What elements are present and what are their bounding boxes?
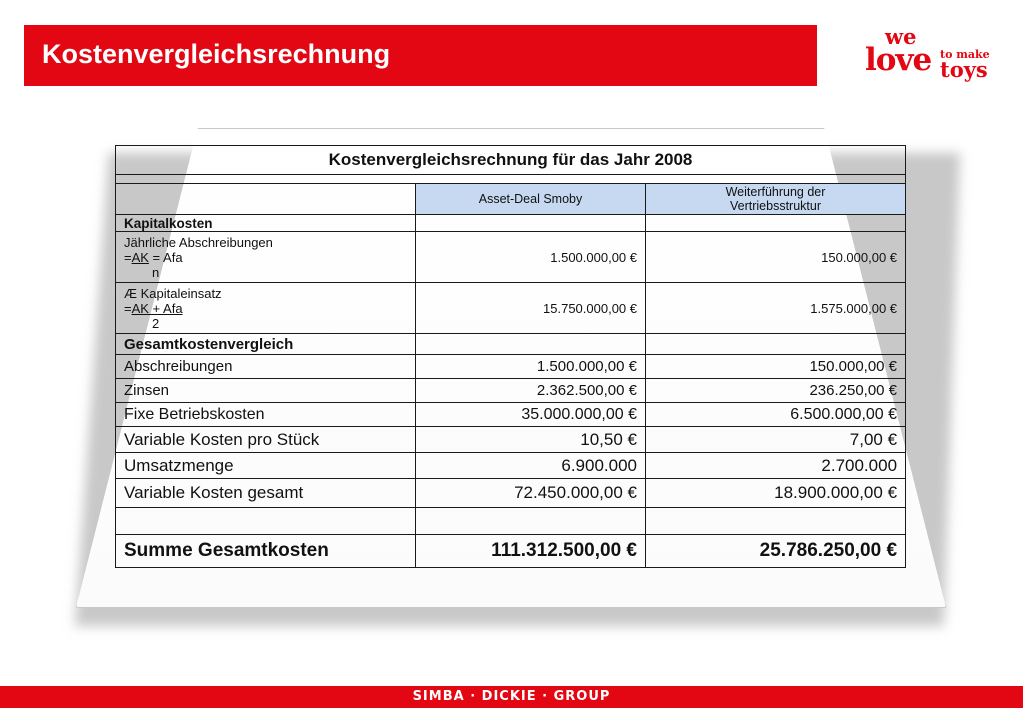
value-continuation: 1.575.000,00 € <box>646 283 906 334</box>
table-row <box>116 479 906 508</box>
table-header-empty <box>116 184 416 215</box>
logo-text-toys: toys <box>940 57 988 82</box>
brand-logo <box>862 24 1002 84</box>
value-asset-deal: 15.750.000,00 € <box>416 283 646 334</box>
header-bar <box>24 25 817 86</box>
row-label: Umsatzmenge <box>116 453 416 479</box>
logo-text-love: love <box>865 42 932 78</box>
section-capital-costs: Kapitalkosten <box>116 215 416 232</box>
value-asset-deal: 2.362.500,00 € <box>416 379 646 403</box>
table-row <box>116 232 906 283</box>
table-title: Kostenvergleichsrechnung für das Jahr 2008 <box>116 146 906 175</box>
formula-equals: = <box>124 300 132 316</box>
value-asset-deal: 1.500.000,00 € <box>416 355 646 379</box>
empty-cell <box>416 508 646 535</box>
value-continuation: 236.250,00 € <box>646 379 906 403</box>
footer-bar <box>0 686 1023 708</box>
value-asset-deal: 10,50 € <box>416 427 646 453</box>
empty-cell <box>646 508 906 535</box>
empty-cell <box>416 215 646 232</box>
formula-numerator: AK <box>131 249 149 265</box>
total-continuation: 25.786.250,00 € <box>646 535 906 568</box>
value-asset-deal: 6.900.000 <box>416 453 646 479</box>
total-label: Summe Gesamtkosten <box>116 535 416 568</box>
table-row <box>116 355 906 379</box>
row-label: Abschreibungen <box>116 355 416 379</box>
page-title: Kostenvergleichsrechnung <box>42 39 391 69</box>
value-asset-deal: 35.000.000,00 € <box>416 403 646 427</box>
row-label: Fixe Betriebskosten <box>116 403 416 427</box>
value-continuation: 6.500.000,00 € <box>646 403 906 427</box>
row-label-capital-employed <box>116 283 416 334</box>
table-row <box>116 453 906 479</box>
label-line: Æ Kapitaleinsatz <box>124 285 222 301</box>
value-continuation: 18.900.000,00 € <box>646 479 906 508</box>
logo-text-we: we <box>885 24 917 49</box>
empty-cell <box>646 334 906 355</box>
formula-denominator: 2 <box>152 315 160 331</box>
value-continuation: 150.000,00 € <box>646 232 906 283</box>
cost-comparison-table <box>115 145 906 568</box>
formula-denominator: n <box>152 264 160 280</box>
table-blank-row <box>116 175 906 184</box>
formula-line <box>124 301 407 316</box>
value-continuation: 2.700.000 <box>646 453 906 479</box>
row-label: Variable Kosten gesamt <box>116 479 416 508</box>
table-total-row <box>116 535 906 568</box>
value-continuation: 150.000,00 € <box>646 355 906 379</box>
empty-cell <box>416 334 646 355</box>
logo-text-to-make: to make <box>940 48 990 61</box>
formula-numerator: AK + Afa <box>131 300 183 316</box>
value-asset-deal: 1.500.000,00 € <box>416 232 646 283</box>
row-label: Zinsen <box>116 379 416 403</box>
formula-line <box>124 250 407 265</box>
column-header-continuation <box>646 184 906 215</box>
table-row <box>116 427 906 453</box>
table-row <box>116 403 906 427</box>
row-label-annual-depreciation <box>116 232 416 283</box>
label-line: Jährliche Abschreibungen <box>124 234 273 250</box>
value-asset-deal: 72.450.000,00 € <box>416 479 646 508</box>
formula-equals: = <box>124 249 132 265</box>
column-header-continuation-line-1: Weiterführung der <box>725 185 826 199</box>
section-total-cost-comparison: Gesamtkostenvergleich <box>116 334 416 355</box>
formula-result: = Afa <box>148 249 183 265</box>
value-continuation: 7,00 € <box>646 427 906 453</box>
empty-cell <box>646 215 906 232</box>
footer-brand-text: SIMBA · DICKIE · GROUP <box>412 689 611 704</box>
row-label: Variable Kosten pro Stück <box>116 427 416 453</box>
column-header-continuation-line-2: Vertriebsstruktur <box>730 199 822 213</box>
total-asset-deal: 111.312.500,00 € <box>416 535 646 568</box>
cost-comparison-table-wrapper <box>115 145 905 573</box>
table-row <box>116 379 906 403</box>
column-header-asset-deal: Asset-Deal Smoby <box>416 184 646 215</box>
table-row <box>116 283 906 334</box>
empty-cell <box>116 508 416 535</box>
